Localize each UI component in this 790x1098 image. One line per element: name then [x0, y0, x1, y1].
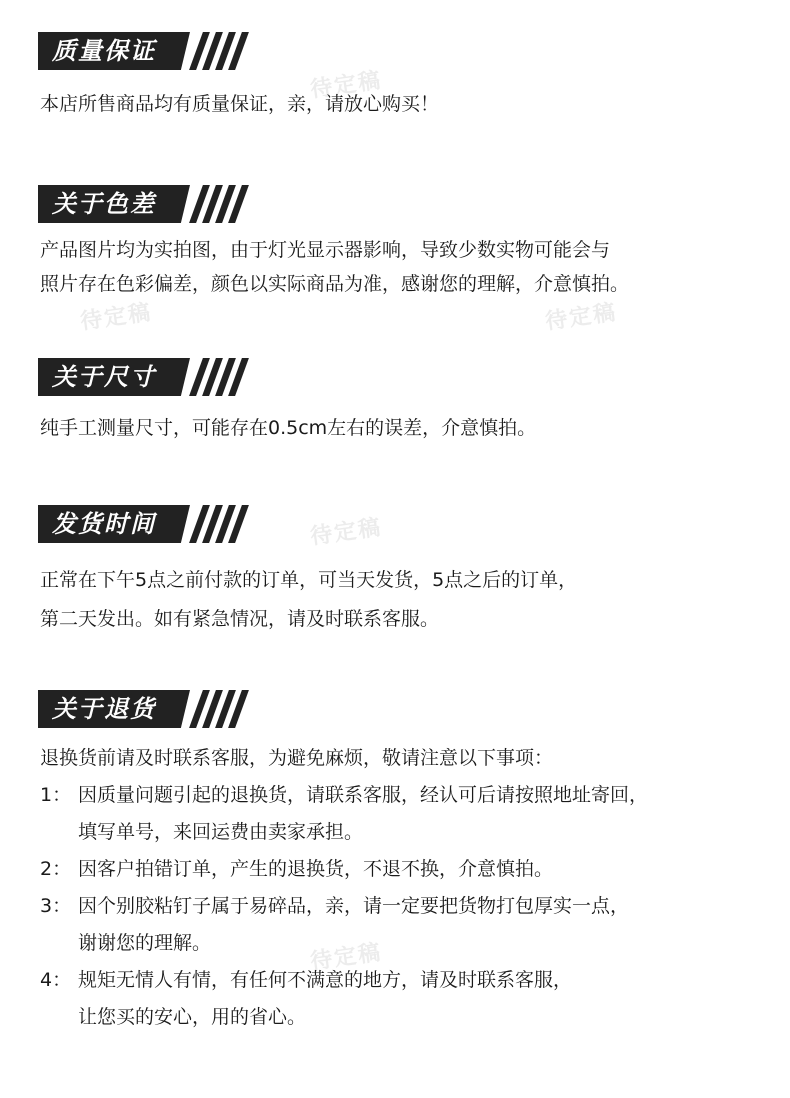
item-text: 规矩无情人有情，有任何不满意的地方，请及时联系客服，	[78, 969, 573, 991]
item-number: 3：	[40, 895, 72, 917]
body-line: 照片存在色彩偏差，颜色以实际商品为准，感谢您的理解，介意慎拍。	[40, 273, 630, 295]
section-shipping	[0, 505, 790, 639]
section-title: 关于退货	[52, 695, 156, 723]
item-text: 因质量问题引起的退换货，请联系客服，经认可后请按照地址寄回，	[78, 784, 649, 806]
body-line: 产品图片均为实拍图，由于灯光显示器影响，导致少数实物可能会与	[40, 239, 611, 261]
section-size	[0, 358, 790, 447]
section-title: 质量保证	[52, 37, 156, 65]
section-header	[0, 690, 260, 730]
item-text-cont: 让您买的安心，用的省心。	[78, 1006, 307, 1028]
list-item	[0, 962, 790, 999]
section-header	[0, 505, 260, 545]
section-color	[0, 185, 790, 301]
section-header	[0, 358, 260, 398]
section-title: 关于尺寸	[52, 363, 156, 391]
item-text-cont: 填写单号，来回运费由卖家承担。	[78, 821, 364, 843]
body-line: 第二天发出。如有紧急情况，请及时联系客服。	[40, 608, 440, 630]
watermark: 待定稿	[308, 68, 384, 103]
body-line: 正常在下午5点之前付款的订单，可当天发货，5点之后的订单，	[40, 569, 578, 591]
item-text-cont: 谢谢您的理解。	[78, 932, 212, 954]
body-line: 纯手工测量尺寸，可能存在0.5cm左右的误差，介意慎拍。	[40, 417, 537, 439]
list-item	[0, 777, 790, 814]
watermark: 待定稿	[543, 300, 619, 335]
list-item	[0, 851, 790, 888]
item-text: 因客户拍错订单，产生的退换货，不退不换，介意慎拍。	[78, 858, 554, 880]
list-item	[0, 888, 790, 925]
watermark: 待定稿	[78, 300, 154, 335]
returns-intro: 退换货前请及时联系客服，为避免麻烦，敬请注意以下事项：	[40, 747, 554, 769]
item-number: 4：	[40, 969, 72, 991]
section-title: 发货时间	[52, 510, 156, 538]
section-header	[0, 32, 260, 72]
watermark: 待定稿	[308, 940, 384, 975]
item-number: 1：	[40, 784, 72, 806]
section-quality	[0, 32, 790, 123]
item-text: 因个别胶粘钉子属于易碎品，亲，请一定要把货物打包厚实一点，	[78, 895, 630, 917]
section-returns	[0, 690, 790, 1036]
watermark: 待定稿	[308, 515, 384, 550]
section-title: 关于色差	[52, 190, 156, 218]
section-header	[0, 185, 260, 225]
body-line: 本店所售商品均有质量保证，亲，请放心购买！	[40, 93, 440, 115]
item-number: 2：	[40, 858, 72, 880]
